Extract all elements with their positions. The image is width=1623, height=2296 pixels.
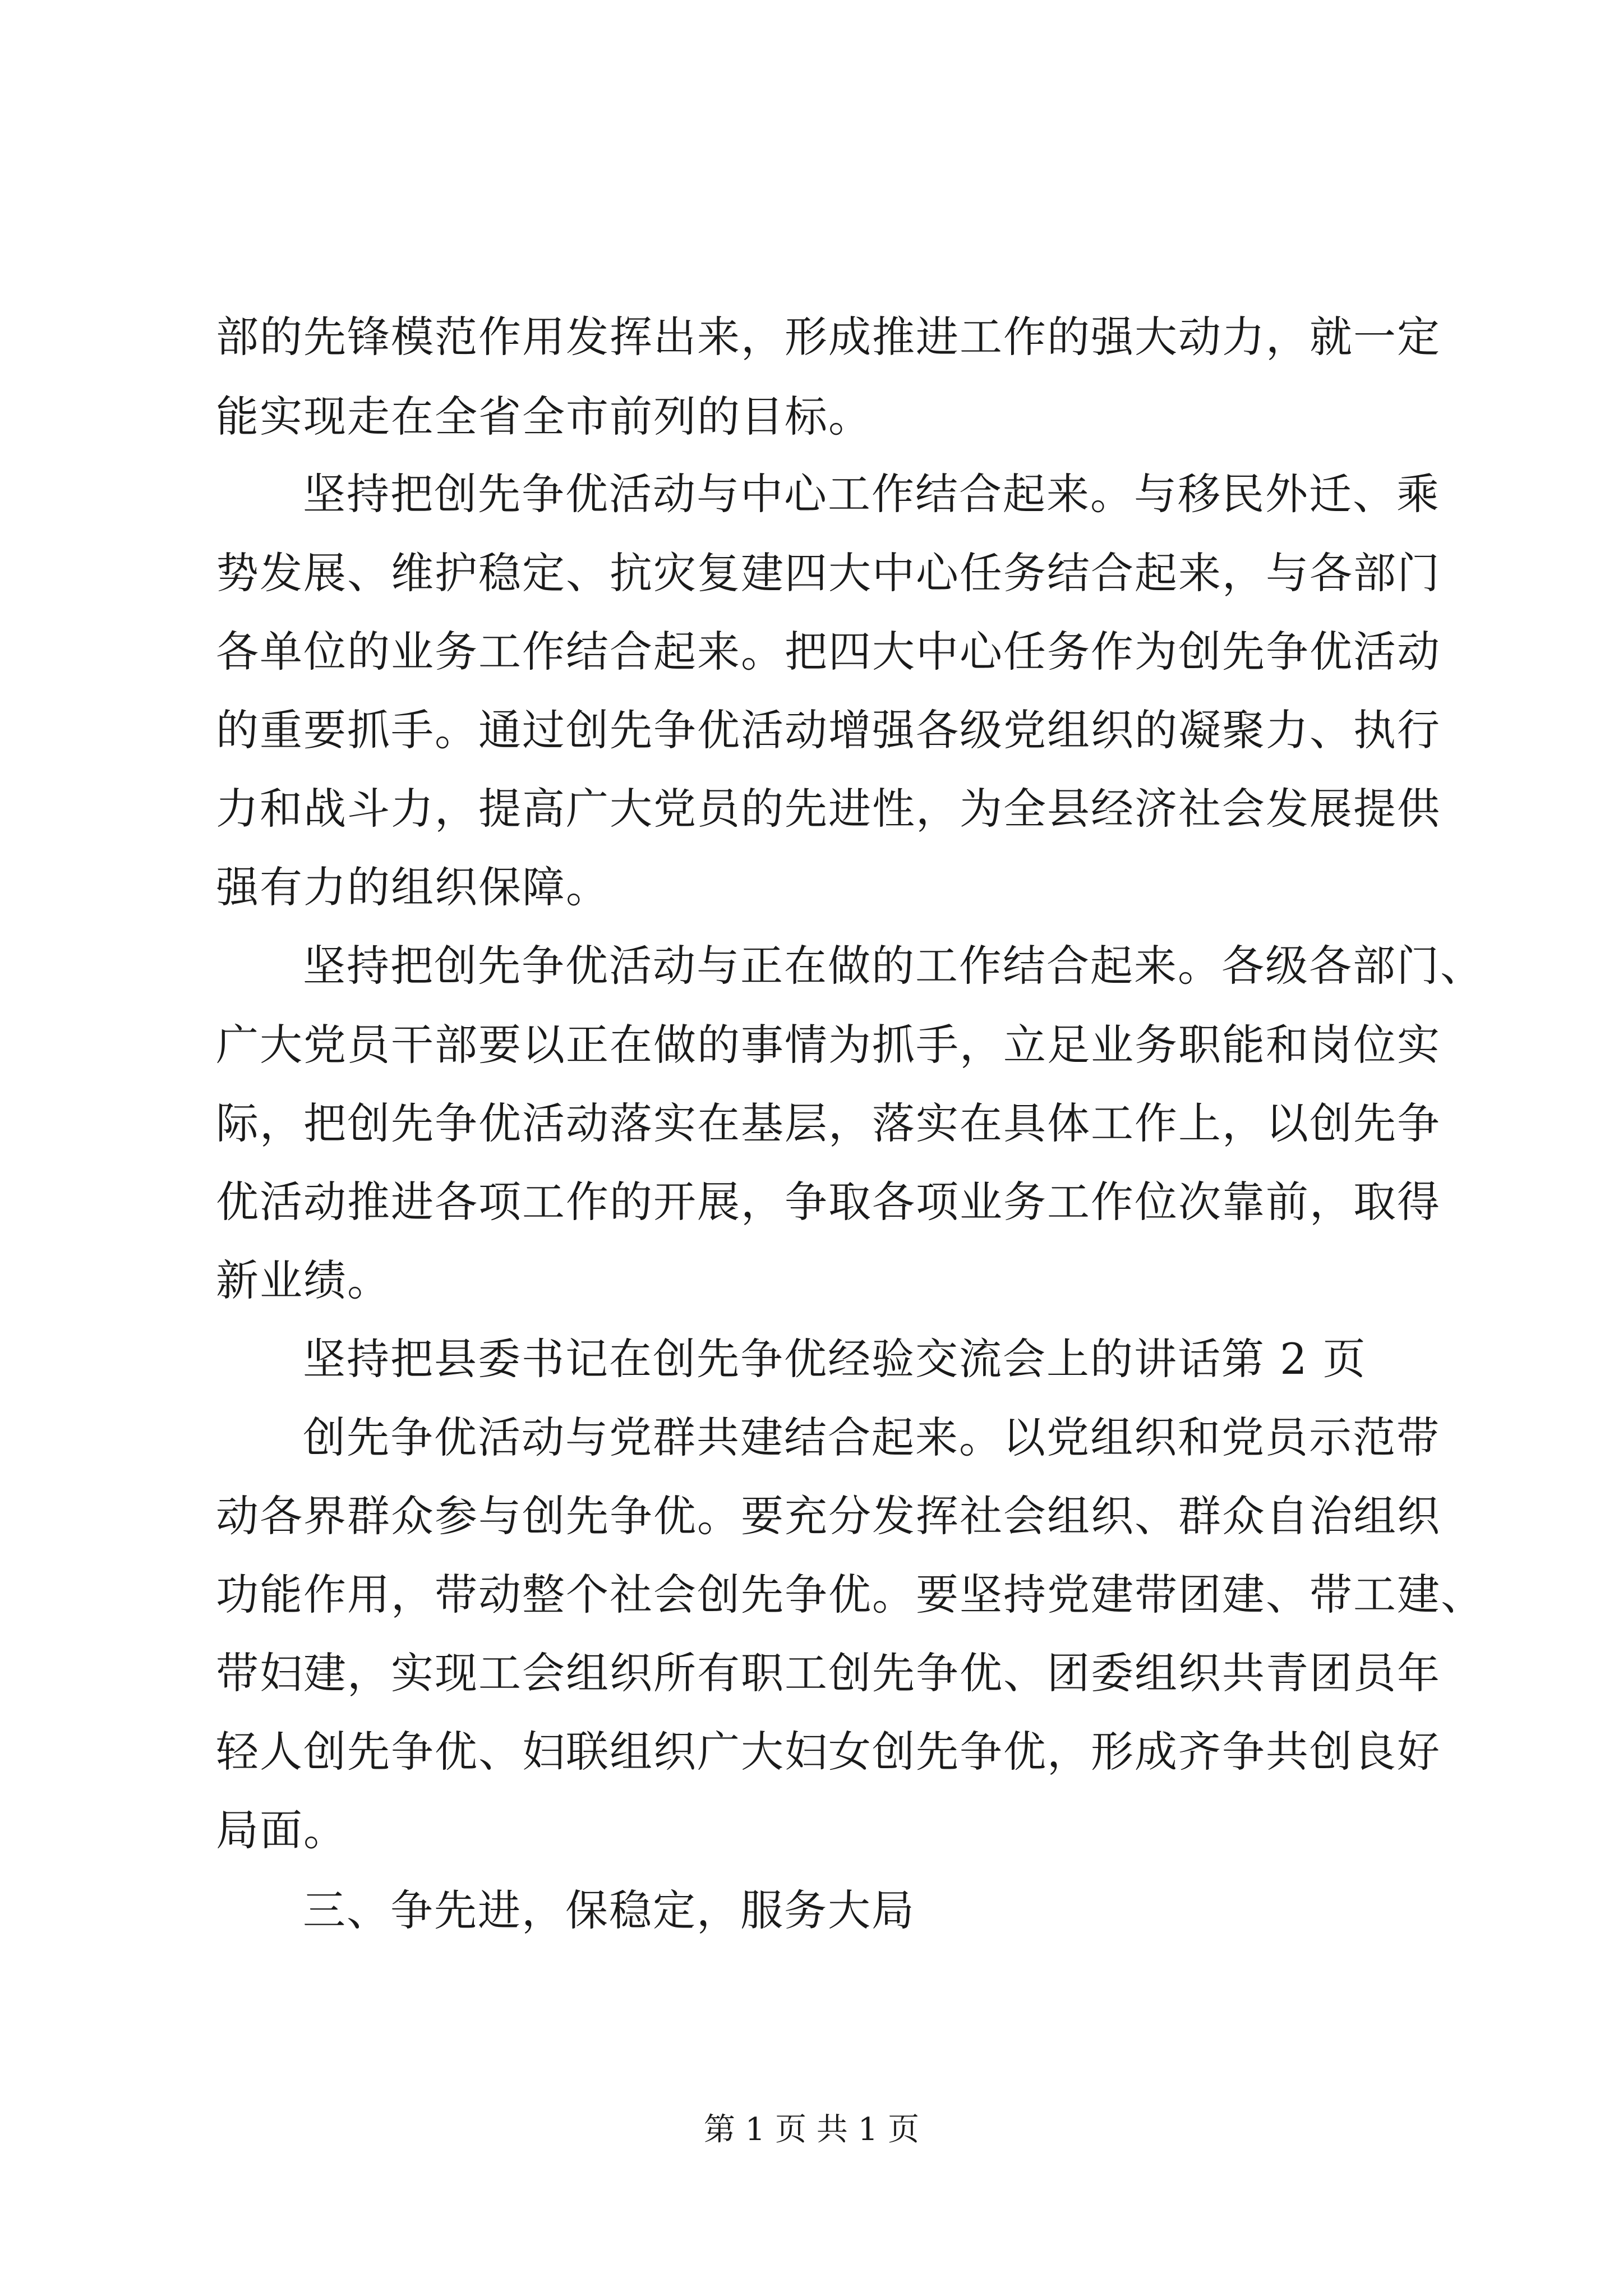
text-line: 新业绩。	[216, 1255, 391, 1305]
text-line: 带妇建，实现工会组织所有职工创先争优、团委组织共青团员年	[216, 1648, 1441, 1698]
paragraph-first-line: 坚持把创先争优活动与中心工作结合起来。与移民外迁、乘	[303, 469, 1440, 519]
text-line: 强有力的组织保障。	[216, 862, 610, 912]
page-footer: 第 1 页 共 1 页	[703, 2111, 920, 2148]
text-line: 广大党员干部要以正在做的事情为抓手，立足业务职能和岗位实	[216, 1020, 1441, 1070]
text-line: 各单位的业务工作结合起来。把四大中心任务作为创先争优活动	[216, 627, 1441, 677]
text-line: 轻人创先争优、妇联组织广大妇女创先争优，形成齐争共创良好	[216, 1727, 1441, 1777]
section-heading: 三、争先进，保稳定，服务大局	[303, 1885, 915, 1935]
text-line: 力和战斗力，提高广大党员的先进性，为全县经济社会发展提供	[216, 784, 1441, 834]
text-line: 优活动推进各项工作的开展，争取各项业务工作位次靠前，取得	[216, 1177, 1441, 1227]
text-line: 局面。	[216, 1805, 347, 1855]
text-line: 动各界群众参与创先争优。要充分发挥社会组织、群众自治组织	[216, 1491, 1441, 1541]
text-line: 功能作用，带动整个社会创先争优。要坚持党建带团建、带工建、	[216, 1570, 1484, 1619]
paragraph-first-line: 坚持把县委书记在创先争优经验交流会上的讲话第 2 页	[303, 1334, 1367, 1384]
paragraph-first-line: 创先争优活动与党群共建结合起来。以党组织和党员示范带	[303, 1412, 1440, 1462]
text-line: 部的先锋模范作用发挥出来，形成推进工作的强大动力，就一定	[216, 312, 1441, 362]
text-line: 际，把创先争优活动落实在基层，落实在具体工作上，以创先争	[216, 1098, 1441, 1148]
text-line: 的重要抓手。通过创先争优活动增强各级党组织的凝聚力、执行	[216, 705, 1441, 755]
text-line: 势发展、维护稳定、抗灾复建四大中心任务结合起来，与各部门	[216, 548, 1441, 598]
paragraph-first-line: 坚持把创先争优活动与正在做的工作结合起来。各级各部门、	[303, 941, 1484, 991]
text-line: 能实现走在全省全市前列的目标。	[216, 392, 872, 441]
